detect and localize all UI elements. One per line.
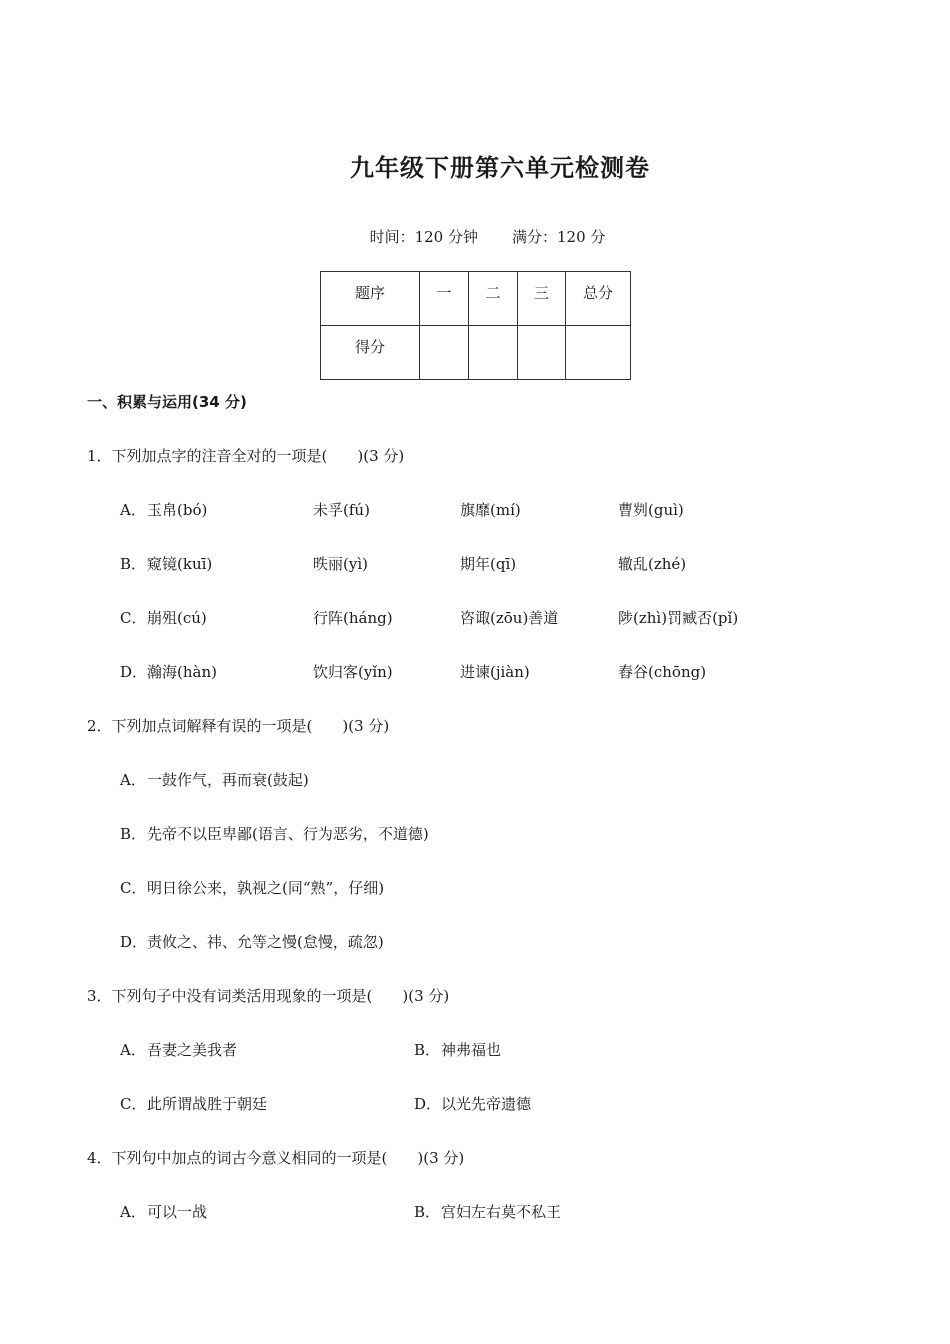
score-table-cell: 一	[420, 272, 469, 326]
question-stem: 3．下列句子中没有词类活用现象的一项是( )(3 分)	[87, 987, 450, 1005]
option-text: 吾妻之美我者	[147, 1041, 238, 1059]
option-label: C．	[120, 879, 147, 897]
option-label: B．	[414, 1041, 441, 1059]
option-item: 咨诹(zōu)善道	[460, 609, 559, 627]
option-text: 此所谓战胜于朝廷	[147, 1095, 268, 1113]
option-item: 陟(zhì)罚臧否(pǐ)	[618, 609, 739, 627]
score-table-score-row	[321, 326, 631, 380]
option-text: 宫妇左右莫不私王	[441, 1203, 562, 1221]
option-text: 神弗福也	[441, 1041, 502, 1059]
score-table-header-row	[321, 272, 631, 326]
score-input-cell	[420, 326, 469, 380]
score-input-cell	[518, 326, 566, 380]
option-label: D．	[120, 933, 148, 951]
option-text: 一鼓作气，再而衰(鼓起)	[147, 771, 309, 789]
score-table-cell: 题序	[321, 272, 420, 326]
exam-meta	[0, 226, 950, 247]
option-item: 昳丽(yì)	[313, 555, 368, 573]
option-label: A．	[120, 771, 146, 789]
exam-full-score: 满分：120 分	[512, 228, 606, 246]
option-item: 崩殂(cú)	[147, 609, 207, 627]
option-item: 进谏(jiàn)	[460, 663, 530, 681]
option-text: 以光先帝遗德	[441, 1095, 532, 1113]
option-item: 饮归客(yǐn)	[313, 663, 393, 681]
option-item: 旗靡(mí)	[460, 501, 521, 519]
option-label: B．	[120, 825, 147, 843]
option-item: 期年(qī)	[460, 555, 517, 573]
option-item: 玉帛(bó)	[147, 501, 208, 519]
option-text: 可以一战	[147, 1203, 208, 1221]
score-input-cell	[469, 326, 518, 380]
score-table	[320, 271, 631, 380]
question-stem: 4．下列句中加点的词古今意义相同的一项是( )(3 分)	[87, 1149, 465, 1167]
exam-time: 时间：120 分钟	[369, 228, 478, 246]
question-stem: 2．下列加点词解释有误的一项是( )(3 分)	[87, 717, 390, 735]
score-table-cell: 得分	[321, 326, 420, 380]
score-table-cell: 二	[469, 272, 518, 326]
option-item: 辙乱(zhé)	[618, 555, 687, 573]
option-item: 窥镜(kuī)	[147, 555, 213, 573]
option-label: C．	[120, 609, 147, 627]
option-item: 舂谷(chōng)	[618, 663, 707, 681]
option-label: A．	[120, 1203, 146, 1221]
option-text: 责攸之、祎、允等之慢(怠慢，疏忽)	[147, 933, 384, 951]
option-item: 曹刿(guì)	[618, 501, 684, 519]
option-label: A．	[120, 1041, 146, 1059]
option-item: 未孚(fú)	[313, 501, 370, 519]
option-label: C．	[120, 1095, 147, 1113]
page-title: 九年级下册第六单元检测卷	[350, 153, 650, 182]
option-item: 瀚海(hàn)	[147, 663, 217, 681]
option-text: 先帝不以臣卑鄙(语言、行为恶劣，不道德)	[147, 825, 429, 843]
section-title: 一、积累与运用(34 分)	[87, 393, 247, 411]
option-label: B．	[120, 555, 147, 573]
option-text: 明日徐公来，孰视之(同“熟”，仔细)	[147, 879, 385, 897]
score-input-cell	[566, 326, 631, 380]
score-table-cell: 总分	[566, 272, 631, 326]
option-label: D．	[120, 663, 148, 681]
option-label: D．	[414, 1095, 442, 1113]
score-table-cell: 三	[518, 272, 566, 326]
option-item: 行阵(háng)	[313, 609, 393, 627]
option-label: B．	[414, 1203, 441, 1221]
question-stem: 1．下列加点字的注音全对的一项是( )(3 分)	[87, 447, 405, 465]
option-label: A．	[120, 501, 146, 519]
